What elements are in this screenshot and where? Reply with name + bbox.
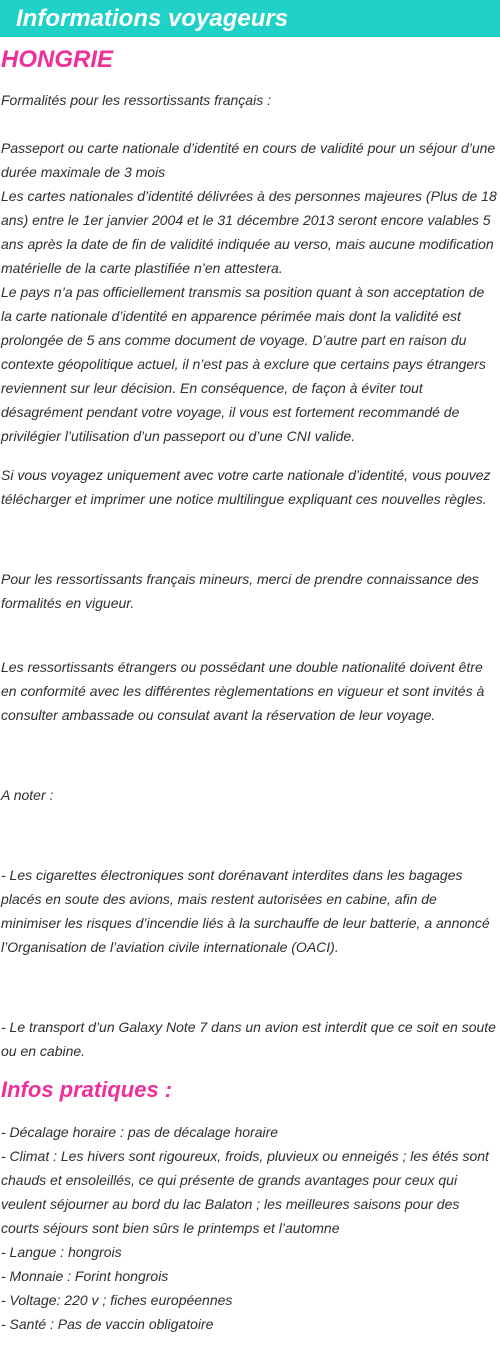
country-position-line: Le pays n’a pas officiellement transmis sa position quant à son acceptation de la carte nationale d’identité en apparence périmée mais dont la validité est prolongée de 5 ans comme document de voyage. D’autre part en raison du contexte géopolitique actuel, il n’est pas à exclure que certains pays étrangers reviennent sur leur décision. En conséquence, de façon à éviter tout désagrément pendant votre voyage, il vous est fortement recommandé de privilégier l’utilisation d’un passeport ou d’une CNI valide. [1, 284, 486, 444]
list-item: - Santé : Pas de vaccin obligatoire [1, 1316, 214, 1332]
cni-validity-line: Les cartes nationales d’identité délivrées à des personnes majeures (Plus de 18 ans) entre le 1er janvier 2004 et le 31 décembre 2013 seront encore valables 5 ans après la date de fin de validité indiquée au verso, mais aucune modification matérielle de la carte plastifiée n’en attestera. [1, 188, 497, 276]
practical-info-title: Infos pratiques : [1, 1077, 173, 1102]
list-item: - Monnaie : Forint hongrois [1, 1268, 169, 1284]
list-item: - Climat : Les hivers sont rigoureux, froids, pluvieux ou enneigés ; les étés sont chauds et ensoleillés, ce qui présente de grands avantages pour ceux qui veulent séjourner au bord du lac Balaton ; les meilleures saisons pour des courts séjours sont bien sûrs le printemps et l’automne [1, 1148, 489, 1236]
list-item: - Décalage horaire : pas de décalage horaire [1, 1124, 279, 1140]
page-title: Informations voyageurs [16, 5, 289, 32]
list-item: - Langue : hongrois [1, 1244, 122, 1260]
cni-notice: Si vous voyagez uniquement avec votre carte nationale d’identité, vous pouvez télécharger et imprimer une notice multilingue expliquant ces nouvelles règles. [1, 467, 491, 507]
passport-block [1, 136, 499, 448]
passport-line: Passeport ou carte nationale d’identité en cours de validité pour un séjour d’une durée maximale de 3 mois [1, 140, 496, 180]
practical-info-list [1, 1120, 499, 1336]
galaxy-note: - Le transport d’un Galaxy Note 7 dans un avion est interdit que ce soit en soute ou en cabine. [1, 1019, 496, 1059]
foreigners-notice: Les ressortissants étrangers ou possédant une double nationalité doivent être en conformité avec les différentes règlementations en vigueur et sont invités à consulter ambassade ou consulat avant la réservation de leur voyage. [1, 659, 485, 723]
notes-heading: A noter : [1, 787, 54, 803]
ecig-note: - Les cigarettes électroniques sont dorénavant interdites dans les bagages placés en soute des avions, mais restent autorisées en cabine, afin de minimiser les risques d’incendie liés à la surchauffe de leur batterie, a annoncé l’Organisation de l’aviation civile internationale (OACI). [1, 867, 490, 955]
formalities-intro: Formalités pour les ressortissants français : [1, 92, 271, 108]
list-item: - Voltage: 220 v ; fiches européennes [1, 1292, 233, 1308]
header-bar [0, 0, 500, 37]
minors-notice: Pour les ressortissants français mineurs, merci de prendre connaissance des formalités en vigueur. [1, 571, 479, 611]
country-title: HONGRIE [1, 46, 114, 73]
